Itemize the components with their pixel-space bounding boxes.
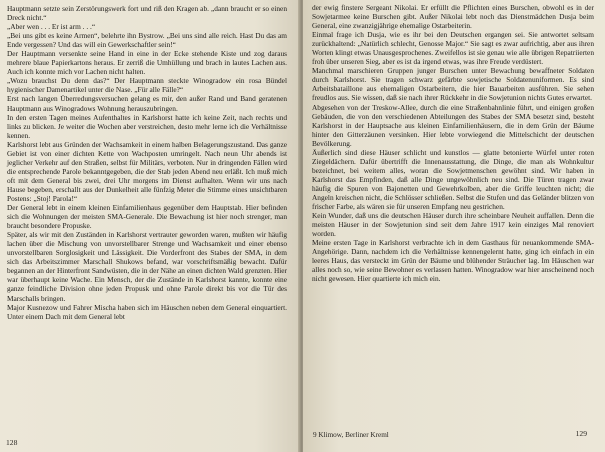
right-page [303,0,605,452]
left-page [0,0,300,452]
paragraph: In den ersten Tagen meines Aufenthaltes in Karlshorst hatte ich keine Zeit, nach rechts und links zu blicken. Je weiter die Wochen aber verstreichen, desto mehr lerne ich die Verhältnisse kennen. [7,112,287,140]
paragraph: Erst nach langen Überredungsversuchen gelang es mir, den außer Rand und Band geratenen Hauptmann aus Winogradows Wohnung herauszubringen. [7,94,287,113]
paragraph: „Aber wen . . . Er ist arm . . .“ [7,22,96,32]
paragraph: Einmal frage ich Dusja, wie es ihr bei den Deutschen ergangen sei. Sie antwortet seltsam zurückhaltend: „Natürlich schlecht, Genosse Major.“ Sie sagt es zwar aufrichtig, aber aus ihren Worten klingt etwas Unausgesprochenes. Zweifellos ist sie genau wie alle übrigen Repatriierten froh über unseren Sieg, aber es ist da irgend etwas, was ihre Freude verdüstert. [312,30,594,67]
paragraph: Karlshorst lebt aus Gründen der Wachsamkeit in einem halben Belagerungszustand. Das ganze Gebiet ist von einer dichten Kette von Wachposten umringelt. Nach neun Uhr abends ist jeglicher Verkehr auf den Straßen, selbst für Militärs, verboten. Nur in dringenden Fällen wird die entsprechende Parole bekanntgegeben, die der Stab jeden Abend neu erläßt. Ich muß mich oft mit dem General bis zwei, drei Uhr morgens im Dienst aufhalten. Wenn wir uns nach Hause begeben, erschallt aus der Dunkelheit alle fünfzig Meter die Stimme eines unsichtbaren Postens: „Stoj! Parola!“ [7,139,287,203]
paragraph: Der General lebt in einem kleinen Einfamilienhaus gegenüber dem Hauptstab. Hier befinden sich die Wohnungen der meisten SMA-Generale. Die Bewachung ist hier noch strenger, man braucht besondere Propuske. [7,203,287,231]
paragraph: Hauptmann setzte sein Zerstörungswerk fort und riß den Kragen ab. „dann braucht er so einen Dreck nicht.“ [7,4,287,23]
paragraph: Der Hauptmann versenkte seine Hand in eine in der Ecke stehende Kiste und zog daraus mehrere blaue Papierkartons heraus. Er zerriß die Umhüllung und brach in lautes Lachen aus. Auch ich konnte mich vor Lachen nicht halten. [7,49,287,77]
paragraph: Manchmal marschieren Gruppen junger Burschen unter Bewachung bewaffneter Soldaten durch Karlshorst. Sie tragen schwarz gefärbte sowjetische Soldatenuniformen. Es sind Arbeitsbataillone aus ehemaligen Ostarbeitern, die hier Bauarbeiten ausführen. Sie sehen freudlos aus. Sie wissen, daß sie nach ihrer Rückkehr in die Sowjetunion nichts Gutes erwartet. [312,66,594,103]
paragraph: der ewig finstere Sergeant Nikolai. Er erfüllt die Pflichten eines Burschen, obwohl es in der Sowjetarmee keine Burschen gibt. Außer Nikolai lebt noch das Dienstmädchen Dusja beim General, eine zwanzigjährige ehemalige Ostarbeiterin. [312,3,594,31]
paragraph: „Bei uns gibt es keine Armen“, belehrte ihn Bystrow. „Bei uns sind alle reich. Hast Du das am Ende vergessen? Und das will ein Gewerkschaftler sein!“ [7,31,287,50]
right-page-number: 129 [575,429,587,438]
paragraph: Abgesehen von der Treskow-Allee, durch die eine Straßenbahnlinie führt, und einigen großen Gebäuden, die von den verschiedenen Abteilungen des Stabes der SMA besetzt sind, besteht Karlshorst in der Hauptsache aus kleinen Einfamilienhäusern, die in dem Grün der Bäume hinter den Gitterzäunen versinken. Hier lebte vorwiegend die Mittelschicht der deutschen Bevölkerung. [312,102,594,148]
running-footer: 9 Klimow, Berliner Kreml [313,431,389,439]
paragraph: „Wozu brauchst Du denn das?“ Der Hauptmann steckte Winogradow ein rosa Bündel hygienischer Damenartikel unter die Nase. „Für alle Fälle?“ [7,76,287,95]
paragraph: Meine ersten Tage in Karlshorst verbrachte ich in dem Gasthaus für neuankommende SMA-Angehörige. Dann, nachdem ich die Verhältnisse kennengelernt hatte, ging ich einfach in ein leeres Haus, das versteckt im Grün der Bäume und blühender Sträucher lag. Im Häuschen war alles noch so, wie seine Bewohner es verlassen hatten. Winogradow war hier anscheinend noch nicht gewesen. Hier quartierte ich mich ein. [312,238,594,284]
paragraph: Äußerlich sind diese Häuser schlicht und kunstlos — glatte betonierte Würfel unter roten Ziegeldächern. Dafür übertrifft die Innenausstattung, die Dinge, die man als Wohnkultur bezeichnet, bei weitem alles, woran die Sowjetmenschen gewöhnt sind. Wir haben in Karlshorst das Empfinden, daß alle Dinge ungewöhnlich neu sind. Die Türen tragen zwar häufig die Spuren von Bajonetten und Gewehrkolben, aber die Griffe leuchten nicht; die Angeln kreischen nicht, die Schlösser schließen. Selbst die Stufen und das Geländer blitzen von frischer Farbe, als wären sie für unseren Empfang neu gestrichen. [312,147,594,212]
left-page-number: 128 [6,438,18,447]
paragraph: Major Kusnezow und Fahrer Mischa haben sich im Häuschen neben dem General einquartiert. Unter einem Dach mit dem General lebt [7,302,287,321]
paragraph: Kein Wunder, daß uns die deutschen Häuser durch ihre scheinbare Neuheit auffallen. Denn die meisten Häuser in der Sowjetunion sind seit dem Jahre 1917 kein einziges Mal renoviert worden. [312,211,594,239]
right-page-text [312,3,594,283]
paragraph: Später, als wir mit den Zuständen in Karlshorst vertrauter geworden waren, mußten wir häufig lachen über die Mischung von unvorstellbarer Strenge und Wachsamkeit und einer ebenso unvorstellbaren Sorglosigkeit und Lässigkeit. Die Vorderfront des Stabes der SMA, in dem sich das Arbeitszimmer Marschall Shukows befand, war vorschriftsmäßig bewacht. Dafür begannen an der Hinterfront Sandwüsten, die in der Nähe an einen dichten Wald grenzten. Hier war überhaupt keine Wache. Ein Mensch, der die Zustände in Karlshorst kannte, konnte eine ganze feindliche Division ohne jeden Propusk und ohne Parole direkt bis vor die Tür des Marschalls bringen. [7,230,287,303]
left-page-text [7,4,287,321]
